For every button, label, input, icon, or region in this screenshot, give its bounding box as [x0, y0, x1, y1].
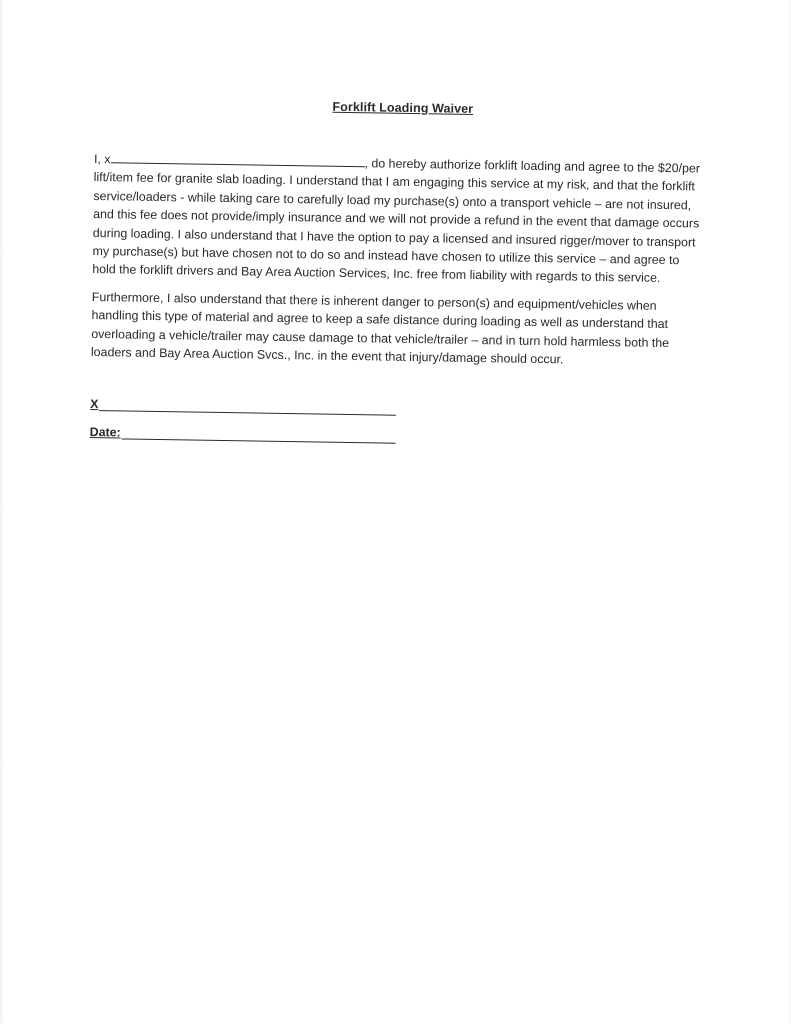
- signature-block: [90, 397, 699, 449]
- signature-label: X: [90, 397, 99, 412]
- signature-line: [90, 397, 396, 416]
- name-blank-line: [110, 150, 364, 167]
- intro-text: , do hereby authorize forklift loading and agree to the $20/per lift/item fee for granite slab loading. I understand that I am engaging this service at my risk, and that the forklift service/loaders - while taking care to carefully load my purchase(s) onto a transport vehicle – are not insured, and this fee does not provide/imply insurance and we will not provide a refund in the event that damage occurs during loading. I also understand that I have the option to pay a licensed and insured rigger/mover to transport my purchase(s) but have chosen not to do so and instead have chosen to utilize this service – and agree to hold the forklift drivers and Bay Area Auction Services, Inc. free from liability with regards to this service.: [92, 156, 701, 286]
- waiver-paragraph-1: [92, 150, 702, 288]
- signature-rule: [99, 401, 396, 417]
- date-rule: [122, 429, 396, 444]
- waiver-document: [89, 96, 703, 463]
- page-title: Forklift Loading Waiver: [332, 99, 474, 116]
- intro-prefix: I, x: [93, 151, 111, 167]
- scan-shadow-left: [0, 0, 4, 1024]
- date-label: Date:: [89, 425, 121, 440]
- date-line: [90, 425, 396, 444]
- waiver-paragraph-2: Furthermore, I also understand that there is inherent danger to person(s) and equipment/vehicles when handling this type of material and agree to keep a safe distance during loading as well as understand that overloading a vehicle/trailer may cause damage to that vehicle/trailer – and in turn hold harmless both the loaders and Bay Area Auction Svcs., Inc. in the event that injury/damage should occur.: [90, 289, 670, 367]
